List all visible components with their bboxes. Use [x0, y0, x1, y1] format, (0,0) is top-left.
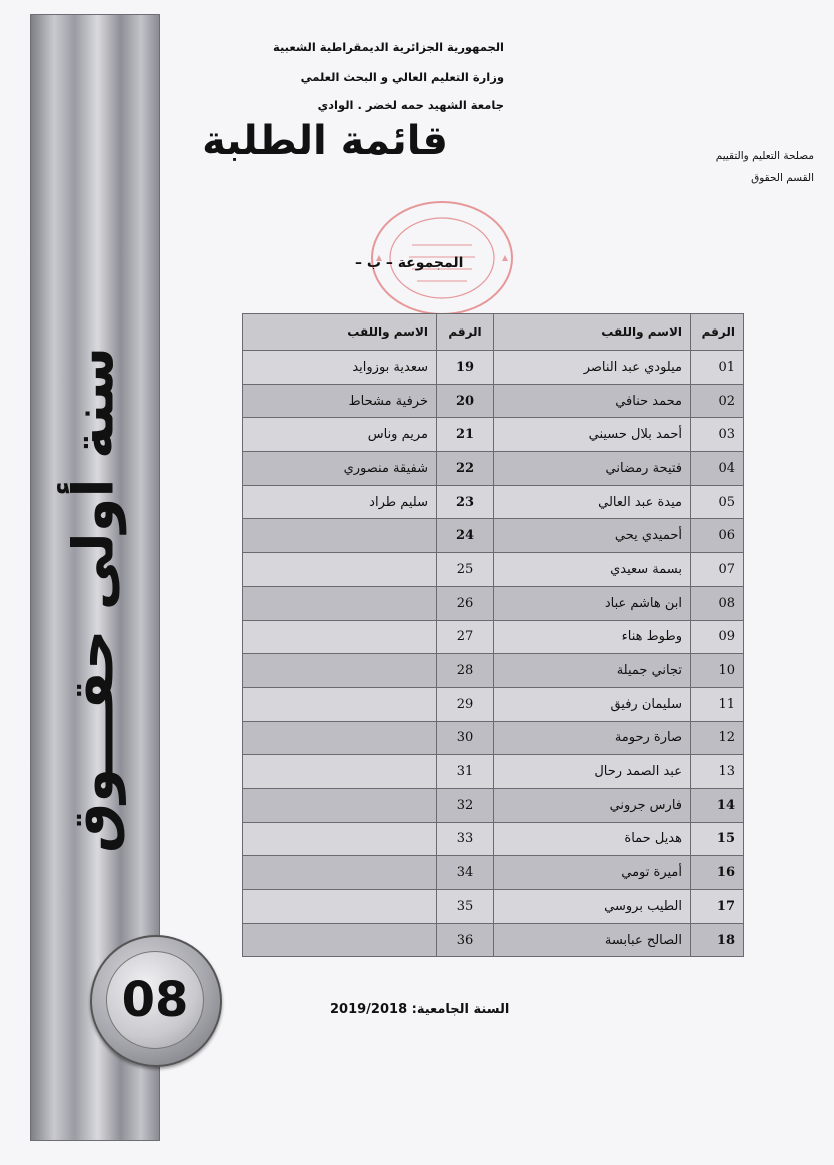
header-ministry: وزارة التعليم العالي و البحث العلمي [300, 70, 504, 84]
student-number-2: 29 [437, 687, 494, 721]
student-number-2: 28 [437, 654, 494, 688]
student-number-2: 34 [437, 856, 494, 890]
academic-year: السنة الجامعية: 2019/2018 [330, 1002, 510, 1017]
student-name-2: مريم وناس [243, 418, 437, 452]
student-number: 10 [691, 654, 744, 688]
student-name-2 [243, 586, 437, 620]
student-number-2: 22 [437, 452, 494, 486]
student-number-2: 24 [437, 519, 494, 553]
student-number: 09 [691, 620, 744, 654]
table-row [243, 351, 744, 385]
student-number: 15 [691, 822, 744, 856]
student-name-2 [243, 553, 437, 587]
student-number-2: 27 [437, 620, 494, 654]
student-name: بسمة سعيدي [494, 553, 691, 587]
student-number-2: 21 [437, 418, 494, 452]
badge-number: 08 [106, 951, 204, 1049]
student-name: الصالح عبابسة [494, 923, 691, 957]
student-number: 06 [691, 519, 744, 553]
table-row [243, 890, 744, 924]
student-table [242, 313, 744, 957]
student-number: 16 [691, 856, 744, 890]
student-name-2: خرفية مشحاط [243, 384, 437, 418]
group-label: المجموعة – ب – [355, 255, 464, 271]
student-name: عبد الصمد رحال [494, 755, 691, 789]
table-row [243, 553, 744, 587]
student-number: 03 [691, 418, 744, 452]
table-row [243, 620, 744, 654]
table-row [243, 519, 744, 553]
table-row [243, 788, 744, 822]
student-number: 17 [691, 890, 744, 924]
student-number: 18 [691, 923, 744, 957]
student-number: 04 [691, 452, 744, 486]
student-name-2 [243, 890, 437, 924]
student-number: 08 [691, 586, 744, 620]
student-number: 11 [691, 687, 744, 721]
dept-department: القسم الحقوق [751, 172, 814, 184]
student-name: صارة رحومة [494, 721, 691, 755]
student-name: أميرة تومي [494, 856, 691, 890]
student-name: ابن هاشم عباد [494, 586, 691, 620]
student-name-2: سعدية بوزوايد [243, 351, 437, 385]
student-number: 14 [691, 788, 744, 822]
table-row [243, 384, 744, 418]
student-number: 12 [691, 721, 744, 755]
student-number-2: 19 [437, 351, 494, 385]
student-name-2 [243, 620, 437, 654]
student-name-2 [243, 923, 437, 957]
student-number-2: 25 [437, 553, 494, 587]
student-name-2: شفيقة منصوري [243, 452, 437, 486]
header-name-2: الاسم واللقب [243, 314, 437, 351]
student-name: الطيب بروسي [494, 890, 691, 924]
table-row [243, 452, 744, 486]
table-row [243, 721, 744, 755]
student-name-2 [243, 755, 437, 789]
student-number-2: 20 [437, 384, 494, 418]
student-name-2 [243, 822, 437, 856]
student-number-2: 36 [437, 923, 494, 957]
student-name: محمد حنافي [494, 384, 691, 418]
student-number: 07 [691, 553, 744, 587]
table-row [243, 654, 744, 688]
table-row [243, 586, 744, 620]
student-name-2 [243, 654, 437, 688]
student-number-2: 26 [437, 586, 494, 620]
table-row [243, 923, 744, 957]
table-row [243, 485, 744, 519]
student-name: فتيحة رمضاني [494, 452, 691, 486]
student-name: أحمد بلال حسيني [494, 418, 691, 452]
student-name-2 [243, 687, 437, 721]
student-name-2 [243, 721, 437, 755]
student-name-2 [243, 856, 437, 890]
student-number-2: 32 [437, 788, 494, 822]
student-name: وطوط هناء [494, 620, 691, 654]
student-number-2: 31 [437, 755, 494, 789]
header-number: الرقم [691, 314, 744, 351]
table-row [243, 822, 744, 856]
table-row [243, 755, 744, 789]
header-republic: الجمهورية الجزائرية الديمقراطية الشعبية [272, 40, 504, 54]
student-number: 13 [691, 755, 744, 789]
student-name: أحميدي يحي [494, 519, 691, 553]
page-title: قائمة الطلبة [202, 118, 448, 164]
student-name: هديل حماة [494, 822, 691, 856]
band-title: سنة أولى حقـــوق [61, 347, 127, 853]
table-row [243, 856, 744, 890]
student-number-2: 23 [437, 485, 494, 519]
student-name: ميدة عبد العالي [494, 485, 691, 519]
student-number-2: 33 [437, 822, 494, 856]
student-name: سليمان رفيق [494, 687, 691, 721]
student-number: 01 [691, 351, 744, 385]
student-number-2: 35 [437, 890, 494, 924]
dept-service: مصلحة التعليم والتقييم [715, 150, 814, 162]
student-name: تجاني جميلة [494, 654, 691, 688]
student-number: 05 [691, 485, 744, 519]
header-number-2: الرقم [437, 314, 494, 351]
student-number-2: 30 [437, 721, 494, 755]
student-name: ميلودي عبد الناصر [494, 351, 691, 385]
student-name-2 [243, 788, 437, 822]
student-name: فارس جروني [494, 788, 691, 822]
student-name-2 [243, 519, 437, 553]
table-row [243, 687, 744, 721]
table-row [243, 418, 744, 452]
student-number: 02 [691, 384, 744, 418]
table-header-row [243, 314, 744, 351]
student-name-2: سليم طراد [243, 485, 437, 519]
badge-circle [90, 935, 222, 1067]
header-university: جامعة الشهيد حمه لخضر . الوادي [317, 98, 504, 112]
header-name: الاسم واللقب [494, 314, 691, 351]
